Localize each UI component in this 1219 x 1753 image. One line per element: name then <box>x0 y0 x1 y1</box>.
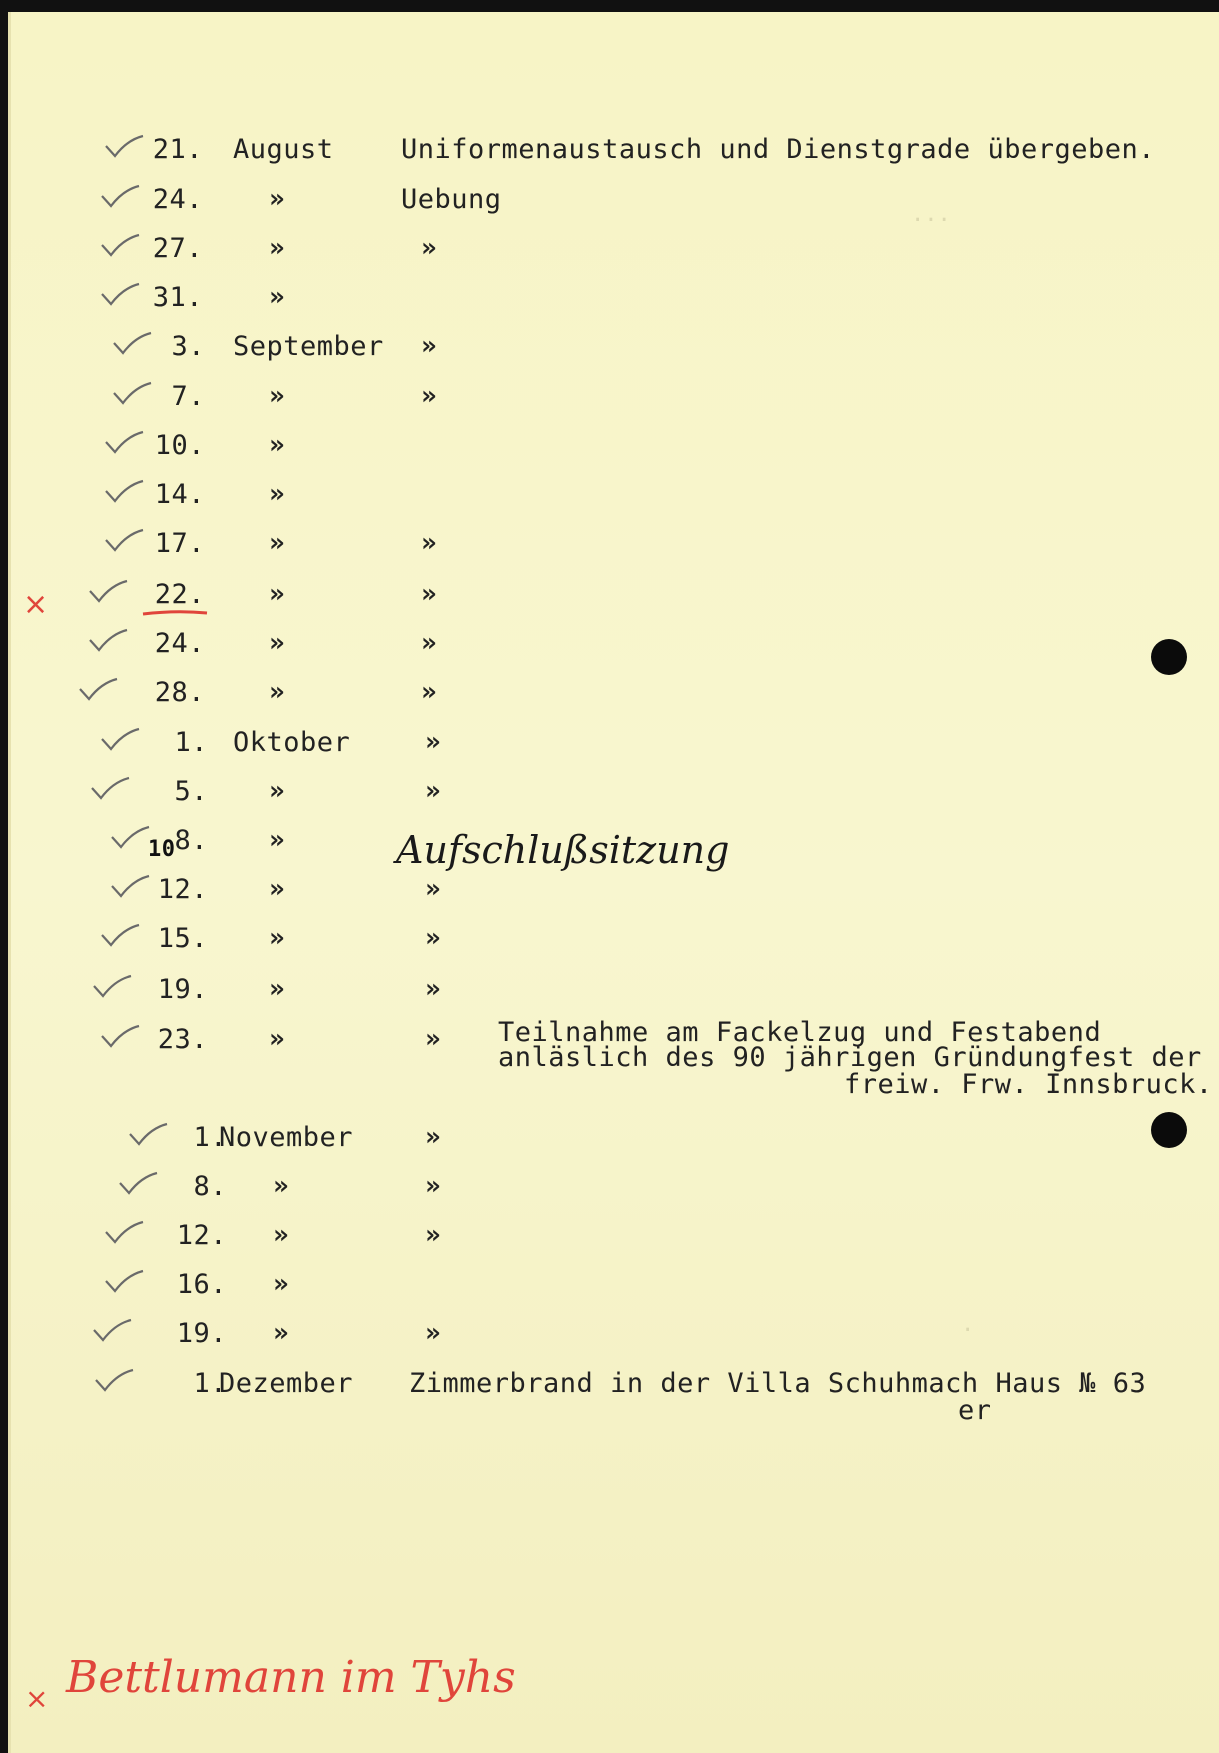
entry-description-ditto: » <box>425 1122 442 1152</box>
entry-day: 24. <box>154 628 205 659</box>
entry-description: Uniformenaustausch und Dienstgrade übergeben. <box>401 134 1155 165</box>
check-mark-icon <box>91 1316 135 1346</box>
entry-month-ditto: » <box>269 282 286 312</box>
check-mark-icon <box>99 725 143 755</box>
entry-day: 17. <box>154 528 205 559</box>
check-mark-icon <box>99 231 143 261</box>
check-mark-icon <box>89 774 133 804</box>
entry-description-ditto: » <box>421 381 438 411</box>
entry-month-ditto: » <box>273 1220 290 1250</box>
entry-description-ditto: » <box>425 874 442 904</box>
entry-day: 14. <box>154 479 205 510</box>
entry-month-ditto: » <box>269 628 286 658</box>
entry-day: 19. <box>176 1318 227 1349</box>
check-mark-icon <box>93 1366 137 1396</box>
entry-description-ditto: » <box>425 1318 442 1348</box>
overwritten-day: 10 <box>148 837 176 862</box>
entry-month: August <box>233 134 334 165</box>
check-mark-icon <box>127 1120 171 1150</box>
check-mark-icon <box>87 577 131 607</box>
entry-month-ditto: » <box>269 528 286 558</box>
entry-description-ditto: » <box>425 727 442 757</box>
entry-month-ditto: » <box>269 430 286 460</box>
entry-day: 12. <box>157 874 208 905</box>
entry-description-ditto: » <box>425 1220 442 1250</box>
check-mark-icon <box>103 1267 147 1297</box>
red-margin-mark: × <box>23 587 49 622</box>
entry-description-ditto: » <box>425 923 442 953</box>
entry-month: Oktober <box>233 727 351 758</box>
entry-month-ditto: » <box>269 923 286 953</box>
entry-month-ditto: » <box>273 1171 290 1201</box>
entry-day: 28. <box>154 677 205 708</box>
entry-day: 19. <box>157 974 208 1005</box>
entry-month-ditto: » <box>269 1024 286 1054</box>
entry-description: Uebung <box>401 184 502 215</box>
entry-month: September <box>233 331 384 362</box>
check-mark-icon <box>99 921 143 951</box>
entry-month-ditto: » <box>269 974 286 1004</box>
entry-description-ditto: » <box>421 677 438 707</box>
entry-month-ditto: » <box>269 184 286 214</box>
entry-day: 21. <box>152 134 203 165</box>
entry-day: 1. <box>193 1368 227 1399</box>
bottom-note-mark: × <box>25 1682 49 1715</box>
entry-description-ditto: » <box>425 974 442 1004</box>
entry-description-ditto: » <box>421 528 438 558</box>
entry-day: 3. <box>171 331 205 362</box>
entry-day: 7. <box>171 381 205 412</box>
entry-day: 1. <box>174 727 208 758</box>
entry-day: 10. <box>154 430 205 461</box>
check-mark-icon <box>99 1022 143 1052</box>
entry-month-ditto: » <box>269 776 286 806</box>
check-mark-icon <box>103 132 147 162</box>
entry-month-ditto: » <box>269 825 286 855</box>
entry-day: 16. <box>176 1269 227 1300</box>
bottom-red-note: Bettlumann im Tyhs <box>66 1652 516 1703</box>
entry-description-ditto: » <box>421 233 438 263</box>
check-mark-icon <box>103 477 147 507</box>
note-line-3: freiw. Frw. Innsbruck. <box>844 1069 1213 1100</box>
entry-description-ditto: » <box>425 776 442 806</box>
entry-day: 8. <box>193 1171 227 1202</box>
entry-month: November <box>219 1122 354 1153</box>
entry-description: Zimmerbrand in der Villa Schuhmach Haus № 63 <box>409 1368 1147 1399</box>
check-mark-icon <box>77 675 121 705</box>
entry-month-ditto: » <box>269 579 286 609</box>
entry-description-ditto: » <box>425 1024 442 1054</box>
entry-description-ditto: » <box>421 331 438 361</box>
entry-month-ditto: » <box>269 677 286 707</box>
check-mark-icon <box>99 182 143 212</box>
entry-day: 27. <box>152 233 203 264</box>
entry-day: 8. <box>174 825 208 856</box>
check-mark-icon <box>99 280 143 310</box>
red-underline-22 <box>141 608 211 618</box>
entry-day: 24. <box>152 184 203 215</box>
entry-description-ditto: » <box>421 579 438 609</box>
entry-month-ditto: » <box>269 874 286 904</box>
superscript-er: er <box>958 1395 992 1426</box>
entry-month-ditto: » <box>269 233 286 263</box>
entry-description-ditto: » <box>425 1171 442 1201</box>
check-mark-icon <box>103 526 147 556</box>
handwritten-insert: Aufschlußsitzung <box>396 828 730 872</box>
note-line-1: Teilnahme am Fackelzug und Festabend <box>498 1017 1102 1048</box>
check-mark-icon <box>117 1169 161 1199</box>
punch-hole-upper <box>1151 639 1187 675</box>
entry-month: Dezember <box>219 1368 354 1399</box>
entry-month-ditto: » <box>269 381 286 411</box>
entry-month-ditto: » <box>269 479 286 509</box>
entry-day: 31. <box>152 282 203 313</box>
entry-day: 15. <box>157 923 208 954</box>
punch-hole-lower <box>1151 1112 1187 1148</box>
entry-description-ditto: » <box>421 628 438 658</box>
note-line-2: anläslich des 90 jährigen Gründungfest der <box>498 1042 1202 1073</box>
entry-month-ditto: » <box>273 1269 290 1299</box>
entry-day: 12. <box>176 1220 227 1251</box>
entry-month-ditto: » <box>273 1318 290 1348</box>
document-page: ... . 21. August Uniformenaustausch und Dienstgrade übergeben. 24. » Uebung 27. » » 31. » 3. September » 7. » » 10. » 14. » 17. » » 22. » » 24. » » 28. » » 1. Oktober » 5. » » 8. » 12. » » 15. » » 19. » » 23. » » 1. November » 8. » » 12. » » 16. » 19. » » 1. Dezember Zimmerbrand in der Villa Schuhmach Haus № 63 10 Aufschlußsitzung Teilnahme am Fackelzug und Festabend anläslich des 90 jährigen Gründungfest der freiw. Frw. Innsbruck. er × × Bettlumann im Tyhs <box>8 12 1219 1753</box>
entry-day: 1. <box>193 1122 227 1153</box>
entry-day: 5. <box>174 776 208 807</box>
check-mark-icon <box>91 972 135 1002</box>
entry-day: 22. <box>154 579 205 610</box>
check-mark-icon <box>109 872 153 902</box>
check-mark-icon <box>87 626 131 656</box>
entry-day: 23. <box>157 1024 208 1055</box>
check-mark-icon <box>103 428 147 458</box>
check-mark-icon <box>103 1218 147 1248</box>
check-mark-icon <box>109 823 153 853</box>
